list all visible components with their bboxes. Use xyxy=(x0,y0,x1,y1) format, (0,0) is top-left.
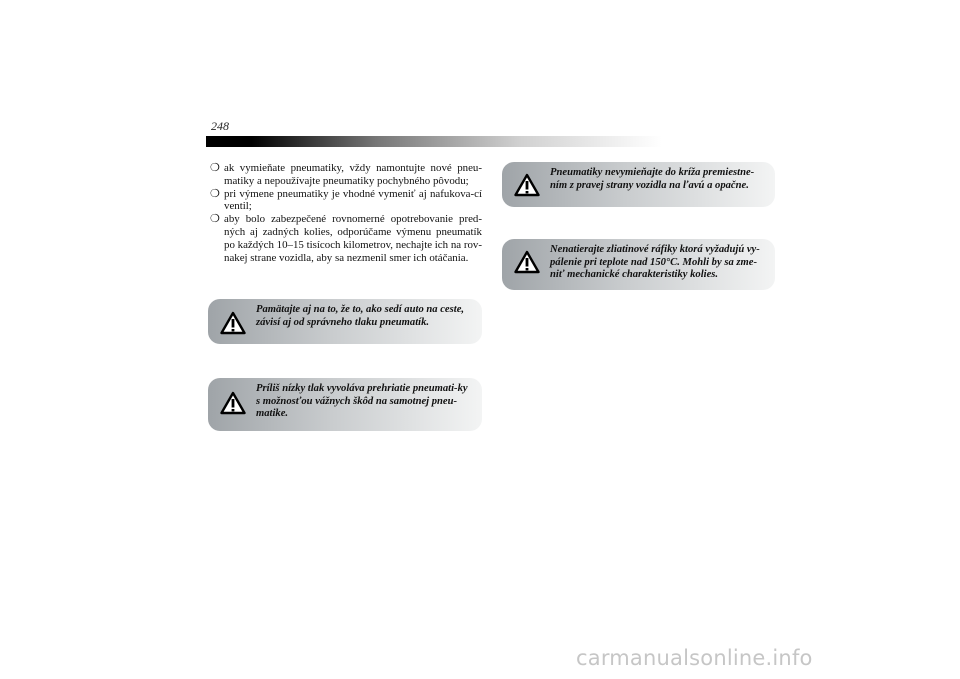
warning-triangle-icon xyxy=(220,311,246,335)
list-item xyxy=(210,213,482,264)
list-item xyxy=(210,162,482,188)
page-number: 248 xyxy=(211,119,229,133)
list-item xyxy=(210,188,482,214)
warning-triangle-icon xyxy=(514,173,540,197)
watermark: carmanualsonline.info xyxy=(576,646,813,670)
list-item-text: pri výmene pneumatiky je vhodné vymeniť aj nafukova-cí ventil; xyxy=(224,187,482,213)
warning-triangle-icon xyxy=(220,391,246,415)
warning-text: Pneumatiky nevymieňajte do kríža premiestne-ním z pravej strany vozidla na ľavú a opačne. xyxy=(550,167,755,191)
warning-triangle-icon xyxy=(514,250,540,274)
header-rule xyxy=(206,136,776,147)
warning-box xyxy=(208,299,482,344)
warning-box xyxy=(502,239,775,290)
section-title: ÚDRŽBA A STAROSTLIVOSŤ xyxy=(393,118,571,133)
list-item-text: aby bolo zabezpečené rovnomerné opotrebovanie pred-ných aj zadných kolies, odporúčame výmenu pneumatík po každých 10–15 tisícoch kilometrov, nechajte ich na rov-nakej strane vozidla, aby sa nezmenil smer ich otáčania. xyxy=(224,213,482,264)
warning-text: Pamätajte aj na to, že to, ako sedí auto na ceste, závisí aj od správneho tlaku pneumatík. xyxy=(256,304,465,328)
list-item-text: ak vymieňate pneumatiky, vždy namontujte nové pneu-matiky a nepoužívajte pneumatiky pochybného pôvodu; xyxy=(224,162,482,187)
bullet-marker: ❍ xyxy=(210,162,220,174)
bullet-marker: ❍ xyxy=(210,187,220,200)
warning-box xyxy=(208,378,482,431)
warning-box xyxy=(502,162,775,207)
warning-text: Príliš nízky tlak vyvoláva prehriatie pneumati-ky s možnosťou vážnych škôd na samotnej pneu-matike. xyxy=(256,383,468,420)
bullet-list xyxy=(210,162,482,264)
bullet-marker: ❍ xyxy=(210,213,220,226)
warning-text: Nenatierajte zliatinové ráfiky ktorá vyžadujú vy-pálenie pri teplote nad 150°C. Mohli by sa zme-niť mechanické charakteristiky kolies. xyxy=(550,244,760,281)
